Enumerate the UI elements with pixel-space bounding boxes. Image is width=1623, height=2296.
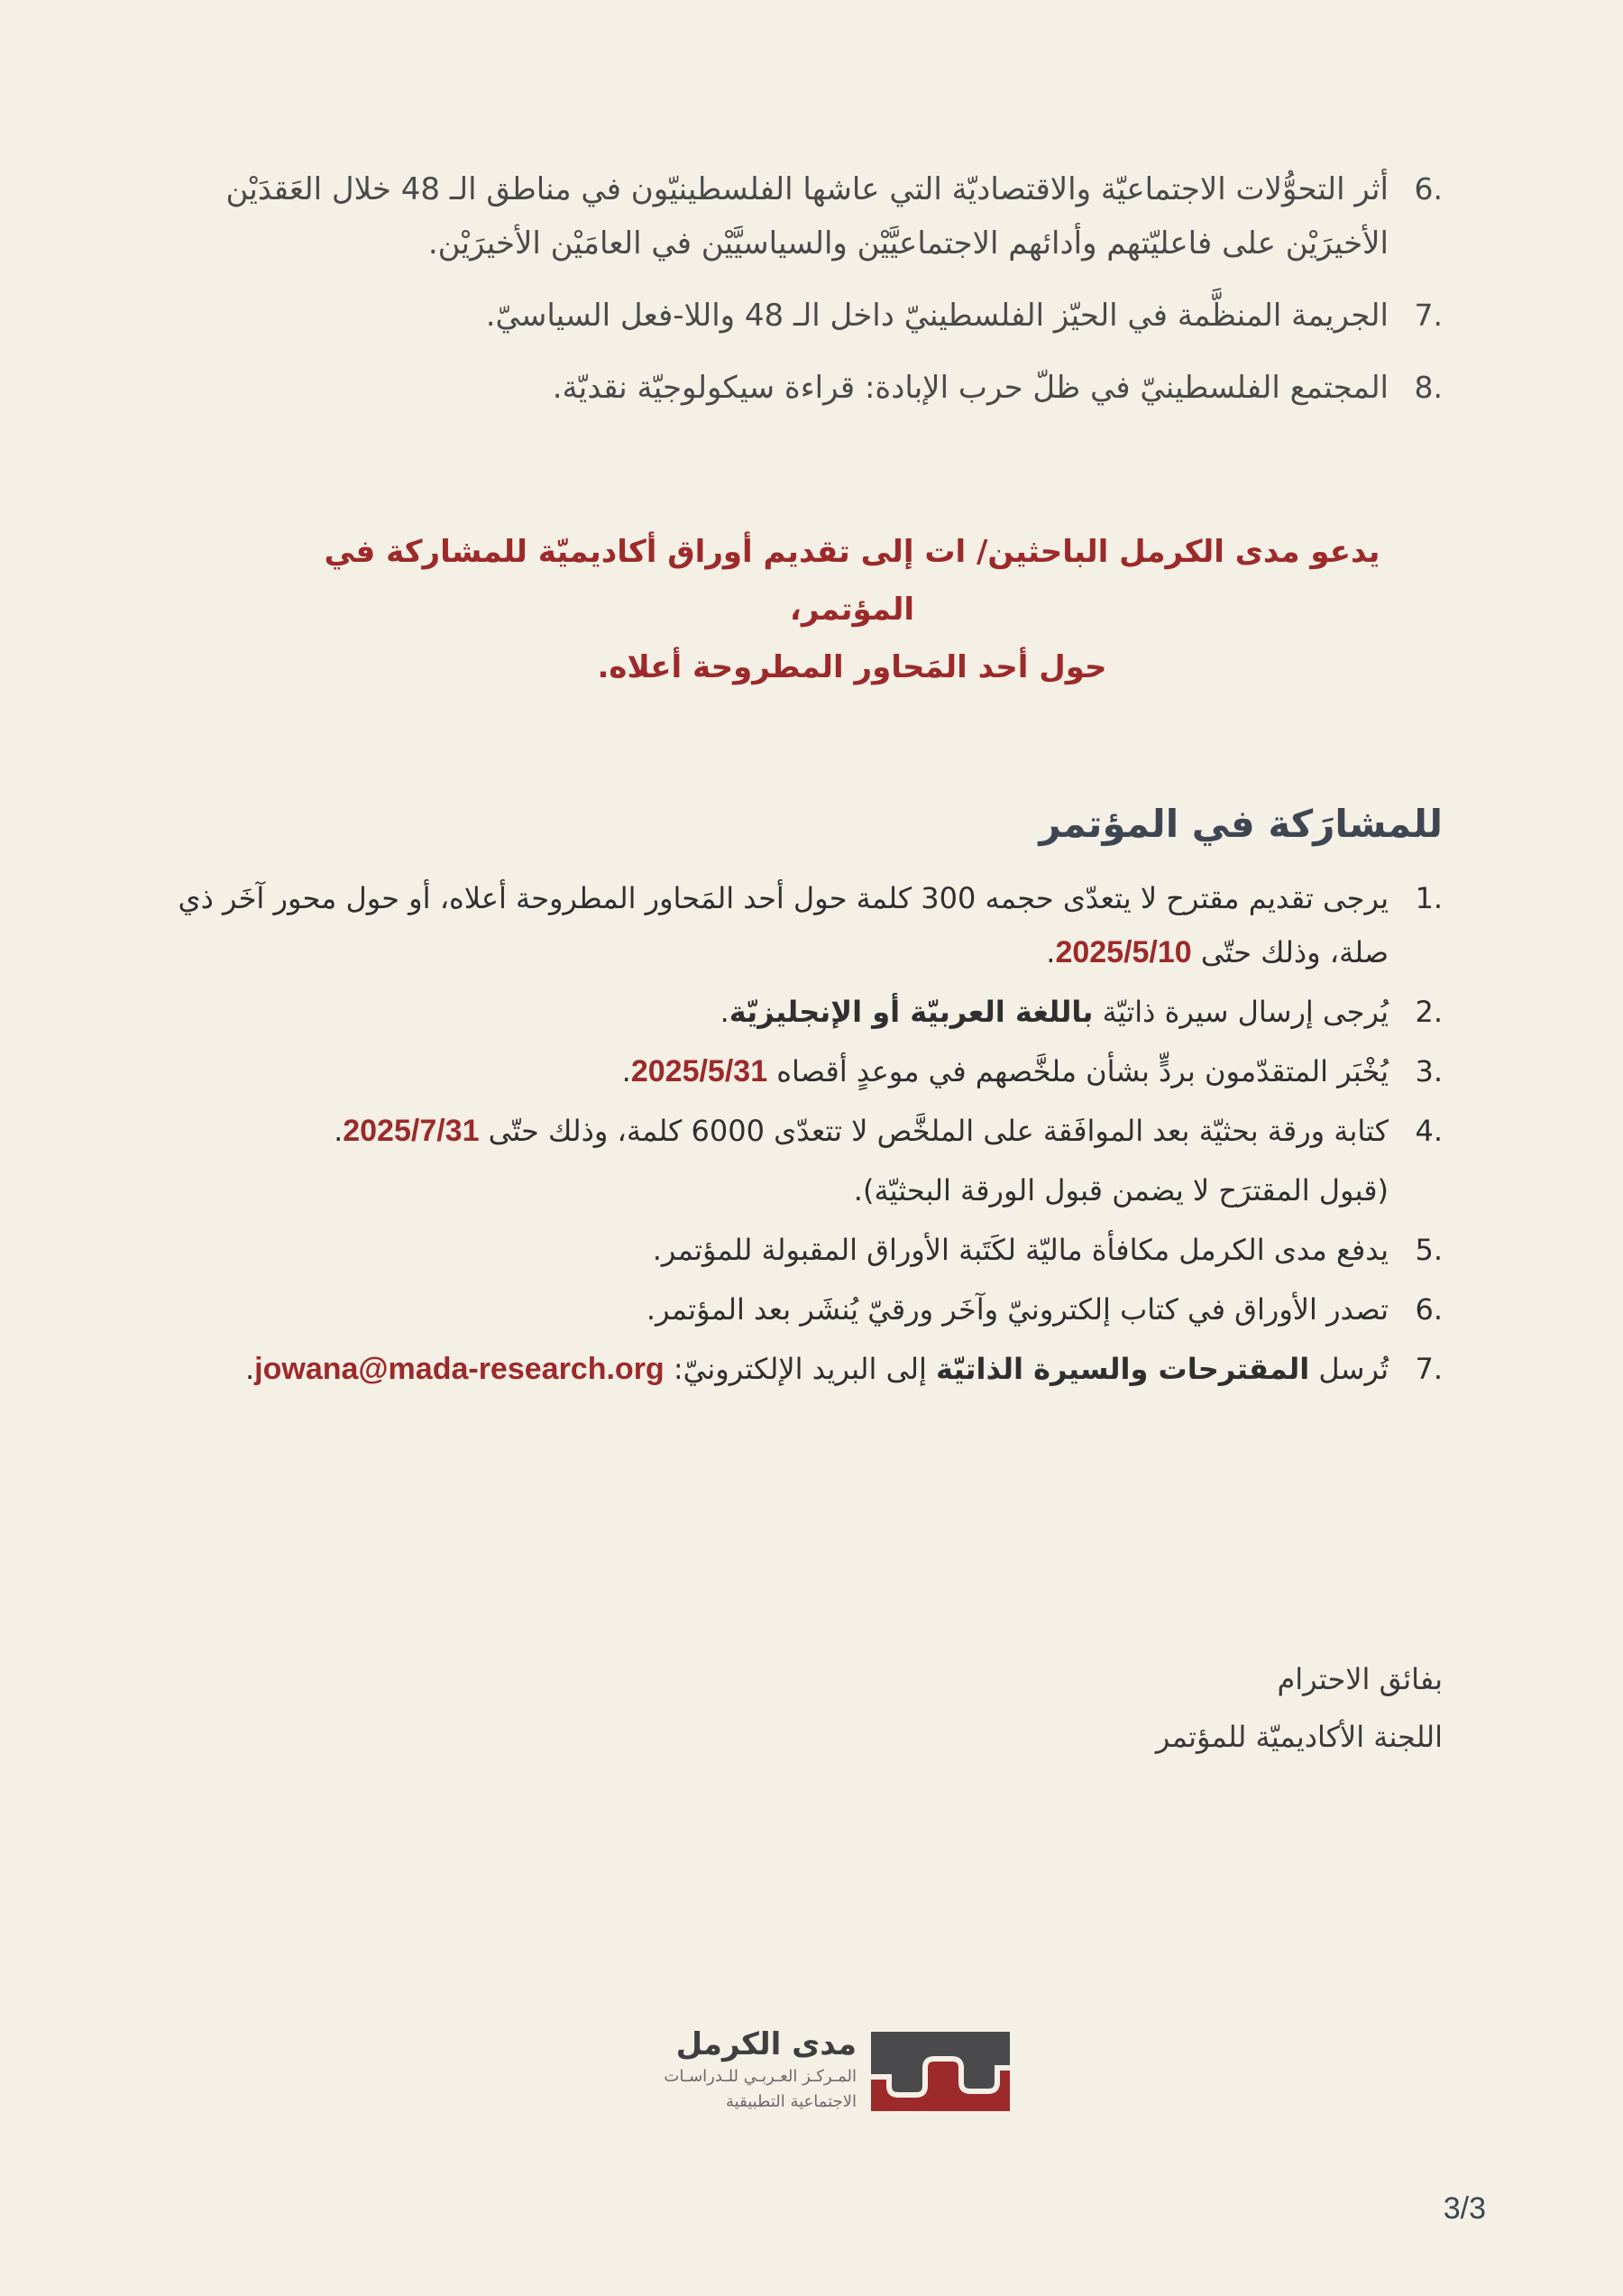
step-bold-text: المقترحات والسيرة الذاتيّة — [936, 1352, 1310, 1386]
step-body-text: إلى البريد الإلكترونيّ: — [673, 1352, 937, 1386]
organization-logo — [613, 2025, 1010, 2124]
list-item — [162, 1104, 1443, 1217]
closing-signature: اللجنة الأكاديميّة للمؤتمر — [1155, 1720, 1443, 1754]
axis-text: المجتمع الفلسطينيّ في ظلّ حرب الإبادة: قراءة سيكولوجيّة نقديّة. — [552, 370, 1389, 406]
call-line-1: يدعو مدى الكرمل الباحثين/ ات إلى تقديم أوراق أكاديميّة للمشاركة في المؤتمر، — [324, 534, 1380, 628]
page-content — [162, 162, 1443, 1401]
step-body-text: يرجى تقديم مقترح لا يتعدّى حجمه 300 كلمة حول أحد المَحاور المطروحة أعلاه، أو حول محور آخَر ذي صلة، وذلك حتّى — [178, 881, 1389, 969]
step-number: .2 — [1415, 995, 1443, 1029]
step-number: .1 — [1415, 881, 1443, 915]
deadline-date: 2025/7/31 — [343, 1114, 480, 1148]
email-link[interactable]: jowana@mada-research.org — [254, 1352, 665, 1386]
axis-number: .7 — [1414, 298, 1443, 333]
step-text: تصدر الأوراق في كتاب إلكترونيّ وآخَر ورقيّ يُنشَر بعد المؤتمر. — [646, 1292, 1389, 1327]
step-body-text: تُرسل — [1309, 1352, 1389, 1386]
list-item — [162, 1223, 1443, 1277]
list-item — [162, 985, 1443, 1039]
step-text — [162, 985, 1389, 1039]
punctuation: . — [334, 1114, 344, 1148]
list-item — [162, 361, 1443, 415]
list-item — [162, 1282, 1443, 1336]
logo-text — [604, 2025, 857, 2115]
closing-salutation: بفائق الاحترام — [1277, 1662, 1443, 1696]
step-number: .7 — [1415, 1352, 1443, 1386]
page-number: 3/3 — [1443, 2191, 1486, 2226]
axis-text: أثر التحوُّلات الاجتماعيّة والاقتصاديّة التي عاشها الفلسطينيّون في مناطق الـ 48 خلال العَقدَيْن الأخيرَيْن على فاعليّتهم وأدائهم الاجتماعيَّيْن والسياسيَّيْن في العامَيْن الأخيرَيْن. — [225, 171, 1389, 262]
step-number: .3 — [1415, 1054, 1443, 1088]
step-text — [162, 1342, 1389, 1396]
step-number: .6 — [1415, 1292, 1443, 1327]
call-for-papers — [162, 523, 1443, 696]
logo-subtitle: المـركـز العـربـي للـدراسـات — [664, 2067, 857, 2086]
step-text: يدفع مدى الكرمل مكافأة ماليّة لكَتَبة الأوراق المقبولة للمؤتمر. — [652, 1233, 1389, 1267]
list-item — [162, 1342, 1443, 1396]
punctuation: . — [244, 1352, 255, 1386]
step-text — [162, 1104, 1389, 1217]
section-title: للمشارَكة في المؤتمر — [1039, 802, 1443, 846]
punctuation: . — [720, 995, 729, 1029]
list-item — [162, 871, 1443, 979]
axis-text: الجريمة المنظَّمة في الحيّز الفلسطينيّ داخل الـ 48 واللا-فعل السياسيّ. — [485, 298, 1389, 334]
punctuation: . — [621, 1054, 631, 1088]
deadline-date: 2025/5/10 — [1055, 935, 1192, 969]
axis-number: .8 — [1414, 370, 1443, 405]
list-item — [162, 1044, 1443, 1098]
closing — [1156, 1650, 1443, 1766]
participation-steps — [162, 871, 1443, 1396]
step-body-text: يُخْبَر المتقدّمون بردٍّ بشأن ملخَّصهم في موعدٍ أقصاه — [776, 1054, 1389, 1088]
logo-name: مدى الكرمل — [675, 2026, 857, 2062]
deadline-date: 2025/5/31 — [630, 1054, 768, 1088]
punctuation: . — [1046, 935, 1056, 969]
call-line-2: حول أحد المَحاور المطروحة أعلاه. — [597, 649, 1107, 685]
logo-subtitle: الاجتماعية التطبيقية — [726, 2092, 857, 2111]
step-body-text: يُرجى إرسال سيرة ذاتيّة — [1093, 995, 1389, 1029]
step-bold-text: باللغة العربيّة أو الإنجليزيّة — [729, 995, 1094, 1029]
step-body-text: كتابة ورقة بحثيّة بعد الموافَقة على الملخَّص لا تتعدّى 6000 كلمة، وذلك حتّى — [488, 1114, 1389, 1148]
list-item — [162, 289, 1443, 343]
step-text — [162, 871, 1389, 979]
step-text — [162, 1044, 1389, 1098]
step-note: (قبول المقترَح لا يضمن قبول الورقة البحثيّة). — [853, 1173, 1389, 1208]
step-number: .5 — [1415, 1233, 1443, 1267]
list-item — [162, 162, 1443, 271]
axes-list — [162, 162, 1443, 415]
logo-mark-icon — [871, 2032, 1010, 2111]
axis-number: .6 — [1414, 171, 1443, 207]
step-number: .4 — [1415, 1114, 1443, 1148]
